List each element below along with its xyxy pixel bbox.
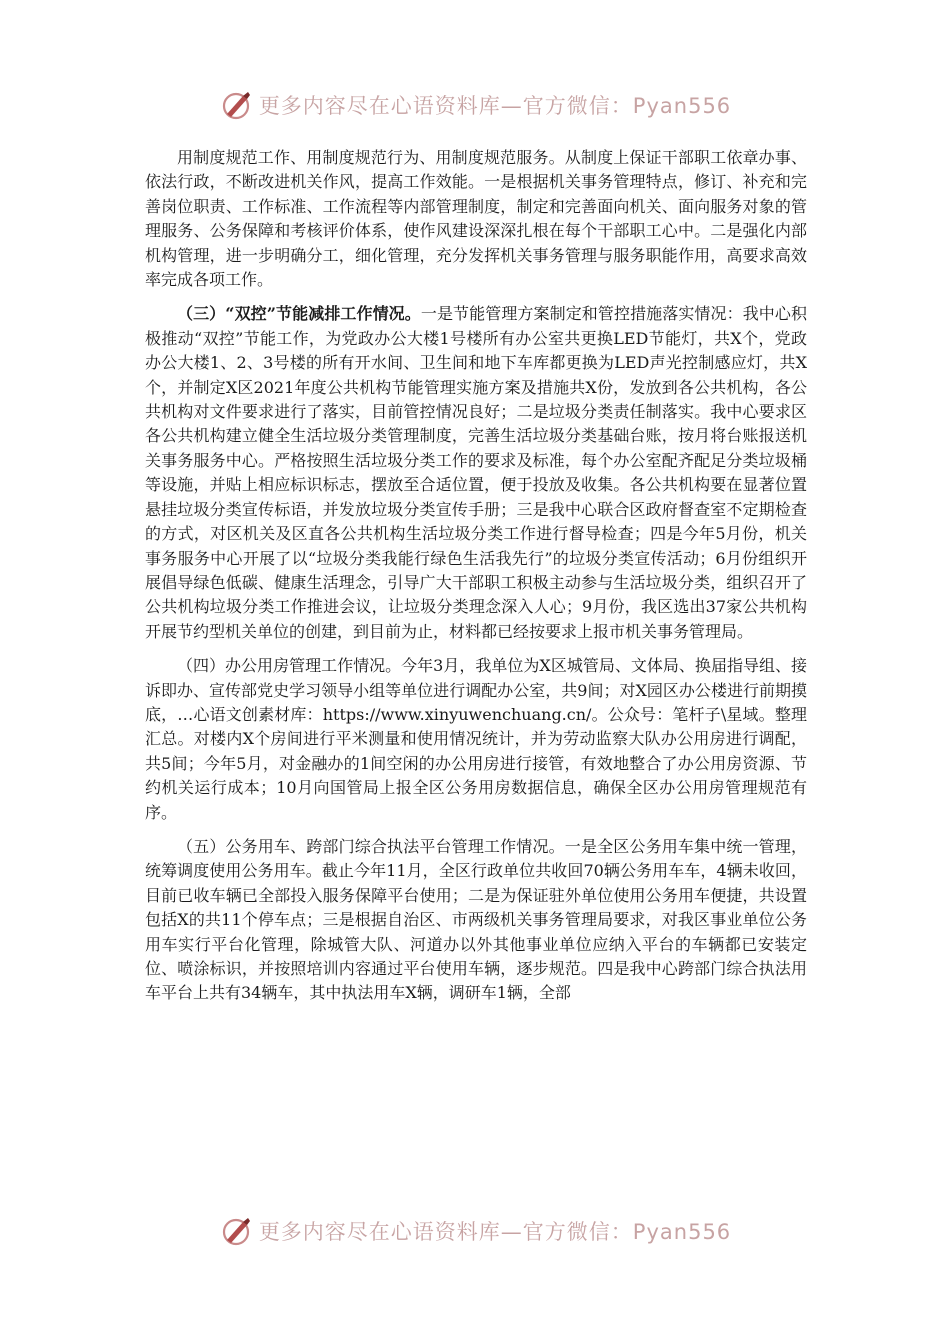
paragraph-2 (145, 302, 807, 644)
paragraph-2-text: 一是节能管理方案制定和管控措施落实情况：我中心积极推动“双控”节能工作，为党政办公大楼1号楼所有办公室共更换LED节能灯，共X个，党政办公大楼1、2、3号楼的所有开水间、卫生间和地下车库都更换为LED声光控制感应灯，共X个，并制定X区2021年度公共机构节能管理实施方案及措施共X份，发放到各公共机构，各公共机构对文件要求进行了落实，目前管控情况良好；二是垃圾分类责任制落实。我中心要求区各公共机构建立健全生活垃圾分类管理制度，完善生活垃圾分类基础台账，按月将台账报送机关事务服务中心。严格按照生活垃圾分类工作的要求及标准，每个办公室配齐配足分类垃圾桶等设施，并贴上相应标识标志，摆放至合适位置，便于投放及收集。各公共机构要在显著位置悬挂垃圾分类宣传标语，并发放垃圾分类宣传手册；三是我中心联合区政府督查室不定期检查的方式，对区机关及区直各公共机构生活垃圾分类工作进行督导检查；四是今年5月份，机关事务服务中心开展了以“垃圾分类我能行绿色生活我先行”的垃圾分类宣传活动；6月份组织开展倡导绿色低碳、健康生活理念，引导广大干部职工积极主动参与生活垃圾分类，组织召开了公共机构垃圾分类工作推进会议，让垃圾分类理念深入人心；9月份，我区选出37家公共机构开展节约型机关单位的创建，到目前为止，材料都已经按要求上报市机关事务管理局。 (145, 304, 807, 641)
paragraph-3-text: （四）办公用房管理工作情况。今年3月，我单位为X区城管局、文体局、换届指导组、接诉即办、宣传部党史学习领导小组等单位进行调配办公室，共9间；对X园区办公楼进行前期摸底，…心语文创素材库：https://www.xinyuwenchuang.cn/。公众号：笔杆子\星域。整理汇总。对楼内X个房间进行平米测量和使用情况统计，并为劳动监察大队办公用房进行调配，共5间；今年5月，对金融办的1间空闲的办公用房进行接管，有效地整合了办公用房资源、节约机关运行成本；10月向国管局上报全区公务用房数据信息，确保全区办公用房管理规范有序。 (145, 656, 807, 822)
pen-circle-icon (219, 1214, 253, 1248)
watermark-header (0, 88, 950, 122)
watermark-footer (0, 1214, 950, 1248)
document-body (145, 146, 807, 1016)
paragraph-1 (145, 146, 807, 292)
paragraph-3 (145, 654, 807, 825)
watermark-text: 更多内容尽在心语资料库—官方微信：Pyan556 (258, 1220, 732, 1244)
paragraph-2-heading: （三）“双控”节能减排工作情况。 (177, 304, 421, 324)
paragraph-1-text: 用制度规范工作、用制度规范行为、用制度规范服务。从制度上保证干部职工依章办事、依法行政，不断改进机关作风，提高工作效能。一是根据机关事务管理特点，修订、补充和完善岗位职责、工作标准、工作流程等内部管理制度，制定和完善面向机关、面向服务对象的管理服务、公务保障和考核评价体系，使作风建设深深扎根在每个干部职工心中。二是强化内部机构管理，进一步明确分工，细化管理，充分发挥机关事务管理与服务职能作用，高要求高效率完成各项工作。 (145, 148, 807, 290)
pen-circle-icon (219, 88, 253, 122)
paragraph-4-text: （五）公务用车、跨部门综合执法平台管理工作情况。一是全区公务用车集中统一管理，统筹调度使用公务用车。截止今年11月，全区行政单位共收回70辆公务用车车，4辆未收回，目前已收车辆已全部投入服务保障平台使用；二是为保证驻外单位使用公务用车便捷，共设置包括X的共11个停车点；三是根据自治区、市两级机关事务管理局要求，对我区事业单位公务用车实行平台化管理，除城管大队、河道办以外其他事业单位应纳入平台的车辆都已安装定位、喷涂标识，并按照培训内容通过平台使用车辆，逐步规范。四是我中心跨部门综合执法用车平台上共有34辆车，其中执法用车X辆，调研车1辆，全部 (145, 836, 807, 1003)
watermark-text: 更多内容尽在心语资料库—官方微信：Pyan556 (258, 94, 732, 118)
paragraph-4 (145, 835, 807, 1006)
